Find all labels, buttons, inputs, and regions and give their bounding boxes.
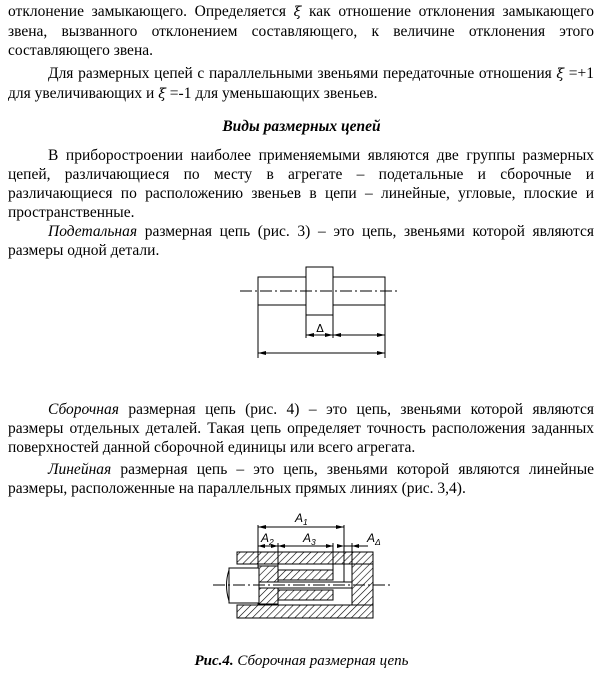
housing-top xyxy=(237,552,373,564)
text-fragment: =+1 для увеличивающих и xyxy=(8,65,594,102)
spacer-lower xyxy=(278,590,333,600)
term-assembly: Сборочная xyxy=(48,401,119,418)
bushing-upper xyxy=(258,566,278,582)
arrow-head xyxy=(352,544,359,548)
xi-symbol: ξ xyxy=(556,66,565,82)
text-fragment: размерная цепь (рис. 4) – это цепь, звеньями которой являются размеры отдельных деталей. Такая цепь определяет точность расположения заданных поверхностей данной сборочной единицы или всего агрегата. xyxy=(8,401,594,456)
arrow-head xyxy=(337,544,344,548)
text-fragment: размерная цепь (рис. 3) – это цепь, звеньями которой являются размеры одной детали. xyxy=(8,223,594,259)
label-a3: $A_3$ xyxy=(303,531,316,547)
label-a-delta: $A_\Delta$ xyxy=(367,531,381,547)
figure-4-caption xyxy=(0,652,603,671)
delta-label: Δ xyxy=(316,322,324,335)
spacer-upper xyxy=(278,570,333,580)
caption-number: Рис.4. xyxy=(194,653,234,669)
arrow-head xyxy=(258,525,266,529)
arrow-head xyxy=(336,525,344,529)
paragraph-chain-types: В приборостроении наиболее применяемыми являются две группы размерных цепей, различающиеся по месту в агрегате – подетальные и сборочные и различающиеся по расположению звеньев в цепи – линейные, угловые, плоские и пространственные. xyxy=(8,147,594,221)
caption-text: Сборочная размерная цепь xyxy=(233,653,409,669)
text-fragment: Для размерных цепей с параллельными звеньями передаточные отношения xyxy=(48,65,557,82)
bushing-lower xyxy=(258,588,278,604)
text-fragment: размерная цепь – это цепь, звеньями которой являются линейные размеры, расположенные на параллельных прямых линиях (рис. 3,4). xyxy=(8,461,594,497)
text-fragment: отклонение замыкающего. Определяется xyxy=(8,3,294,20)
arrow-head xyxy=(326,544,333,548)
label-a1: $A_1$ xyxy=(295,511,308,527)
text-fragment: как отношение отклонения замыкающего звена, вызванного отклонением составляющего, к величине отклонения этого составляющего звена. xyxy=(8,3,594,59)
arrow-head xyxy=(278,544,285,548)
text-fragment: =-1 для уменьшающих звеньев. xyxy=(165,85,378,102)
label-a2: $A_2$ xyxy=(261,531,274,547)
housing-bottom xyxy=(237,605,373,618)
xi-symbol: ξ xyxy=(158,86,166,102)
term-linear: Линейная xyxy=(48,461,112,478)
term-detail: Подетальная xyxy=(48,223,138,240)
section-heading: Виды размерных цепей xyxy=(222,118,381,135)
xi-symbol: ξ xyxy=(293,4,302,20)
